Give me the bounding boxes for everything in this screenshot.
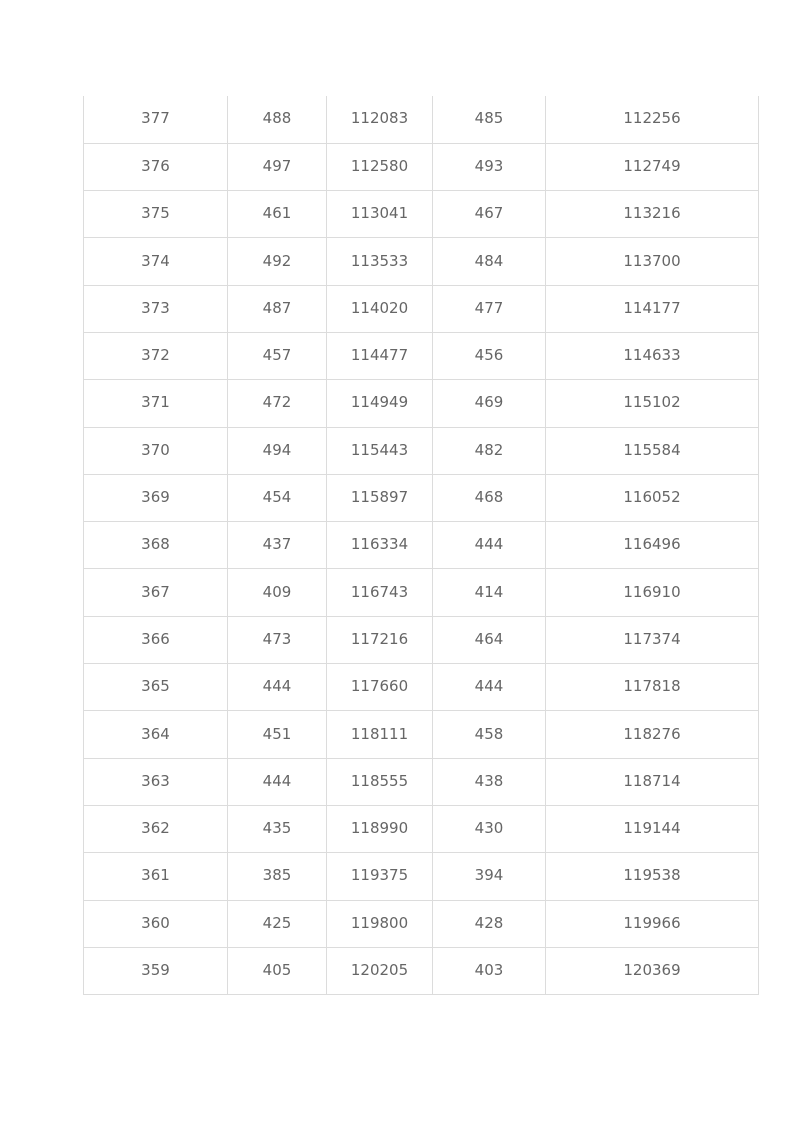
table-cell (84, 474, 228, 521)
table-row (84, 238, 759, 285)
cell-value: 469 (474, 393, 504, 412)
cell-value: 116910 (623, 582, 681, 601)
cell-value: 468 (474, 488, 504, 507)
table-cell (433, 191, 546, 238)
table-cell (228, 191, 327, 238)
table-row (84, 427, 759, 474)
table-cell (327, 332, 433, 379)
table-row (84, 332, 759, 379)
table-cell (84, 522, 228, 569)
cell-value: 114177 (623, 298, 681, 317)
cell-value: 115443 (350, 440, 409, 459)
cell-value: 112580 (350, 156, 409, 175)
table-cell (546, 285, 759, 332)
cell-value: 114477 (350, 346, 409, 365)
table-cell (84, 900, 228, 947)
table-cell (433, 332, 546, 379)
table-cell (327, 191, 433, 238)
cell-value: 485 (474, 109, 504, 128)
table-cell (84, 285, 228, 332)
table-row (84, 522, 759, 569)
cell-value: 120369 (623, 960, 681, 979)
table-cell (327, 900, 433, 947)
cell-value: 454 (262, 488, 292, 507)
table-cell (546, 332, 759, 379)
cell-value: 494 (262, 440, 292, 459)
table-cell (433, 616, 546, 663)
table-cell (84, 96, 228, 143)
cell-value: 116052 (623, 488, 681, 507)
table-cell (228, 238, 327, 285)
cell-value: 376 (141, 156, 170, 175)
table-cell (546, 616, 759, 663)
cell-value: 363 (141, 771, 170, 790)
cell-value: 115897 (350, 488, 409, 507)
cell-value: 488 (262, 109, 292, 128)
table-cell (546, 380, 759, 427)
table-cell (228, 805, 327, 852)
cell-value: 461 (262, 204, 292, 223)
table-cell (327, 96, 433, 143)
table-cell (84, 616, 228, 663)
cell-value: 456 (474, 346, 504, 365)
table-cell (228, 143, 327, 190)
cell-value: 438 (474, 771, 504, 790)
table-row (84, 380, 759, 427)
cell-value: 458 (474, 724, 504, 743)
table-cell (546, 569, 759, 616)
cell-value: 118714 (623, 771, 681, 790)
cell-value: 119966 (623, 913, 681, 932)
table-cell (327, 805, 433, 852)
table-cell (546, 96, 759, 143)
table-cell (327, 664, 433, 711)
table-row (84, 569, 759, 616)
cell-value: 374 (141, 251, 170, 270)
cell-value: 394 (474, 866, 504, 885)
table-cell (84, 191, 228, 238)
table-cell (433, 522, 546, 569)
table-cell (546, 474, 759, 521)
cell-value: 113041 (350, 204, 409, 223)
table-cell (433, 427, 546, 474)
table-cell (327, 711, 433, 758)
table-cell (228, 522, 327, 569)
table-row (84, 616, 759, 663)
cell-value: 118555 (350, 771, 409, 790)
table-cell (228, 664, 327, 711)
cell-value: 117660 (350, 677, 409, 696)
cell-value: 457 (262, 346, 292, 365)
cell-value: 370 (141, 440, 170, 459)
table-cell (327, 616, 433, 663)
table-cell (546, 238, 759, 285)
table-row (84, 853, 759, 900)
table-row (84, 900, 759, 947)
table-cell (433, 711, 546, 758)
table-cell (228, 332, 327, 379)
cell-value: 114020 (350, 298, 409, 317)
cell-value: 367 (141, 582, 170, 601)
table-row (84, 805, 759, 852)
cell-value: 116334 (350, 535, 409, 554)
table-cell (433, 96, 546, 143)
cell-value: 115102 (623, 393, 681, 412)
cell-value: 118990 (350, 819, 409, 838)
cell-value: 366 (141, 629, 170, 648)
cell-value: 113216 (623, 204, 681, 223)
cell-value: 444 (474, 535, 504, 554)
table-cell (327, 238, 433, 285)
cell-value: 403 (474, 960, 504, 979)
cell-value: 372 (141, 346, 170, 365)
cell-value: 375 (141, 204, 170, 223)
table-cell (546, 427, 759, 474)
cell-value: 369 (141, 488, 170, 507)
table-cell (228, 380, 327, 427)
table-row (84, 285, 759, 332)
table-cell (84, 238, 228, 285)
cell-value: 497 (262, 156, 292, 175)
score-table (83, 96, 759, 995)
cell-value: 359 (141, 960, 170, 979)
cell-value: 116743 (350, 582, 409, 601)
cell-value: 119144 (623, 819, 681, 838)
cell-value: 492 (262, 251, 292, 270)
table-cell (546, 522, 759, 569)
table-cell (433, 758, 546, 805)
table-cell (84, 853, 228, 900)
table-cell (228, 853, 327, 900)
cell-value: 113700 (623, 251, 681, 270)
cell-value: 428 (474, 913, 504, 932)
table-cell (433, 664, 546, 711)
cell-value: 444 (474, 677, 504, 696)
table-body (84, 96, 759, 995)
cell-value: 117818 (623, 677, 681, 696)
table-cell (327, 522, 433, 569)
table-cell (327, 380, 433, 427)
cell-value: 364 (141, 724, 170, 743)
table-cell (228, 96, 327, 143)
table-cell (84, 569, 228, 616)
cell-value: 435 (262, 819, 292, 838)
table-cell (327, 947, 433, 994)
cell-value: 365 (141, 677, 170, 696)
cell-value: 368 (141, 535, 170, 554)
table-cell (546, 853, 759, 900)
table-row (84, 191, 759, 238)
table-cell (228, 900, 327, 947)
table-cell (84, 380, 228, 427)
cell-value: 117216 (350, 629, 409, 648)
table-cell (327, 569, 433, 616)
table-cell (327, 143, 433, 190)
table-cell (228, 569, 327, 616)
cell-value: 373 (141, 298, 170, 317)
table-cell (84, 427, 228, 474)
table-row (84, 96, 759, 143)
table-cell (84, 947, 228, 994)
table-cell (433, 853, 546, 900)
cell-value: 362 (141, 819, 170, 838)
cell-value: 444 (262, 771, 292, 790)
table-cell (546, 191, 759, 238)
table-cell (433, 805, 546, 852)
table-cell (84, 711, 228, 758)
cell-value: 114633 (623, 346, 681, 365)
cell-value: 473 (262, 629, 292, 648)
table-cell (84, 332, 228, 379)
score-table-container (83, 96, 758, 995)
cell-value: 112749 (623, 156, 681, 175)
table-row (84, 711, 759, 758)
table-row (84, 474, 759, 521)
table-cell (546, 947, 759, 994)
cell-value: 115584 (623, 440, 681, 459)
cell-value: 116496 (623, 535, 681, 554)
cell-value: 114949 (350, 393, 409, 412)
cell-value: 371 (141, 393, 170, 412)
table-cell (84, 143, 228, 190)
table-cell (433, 380, 546, 427)
cell-value: 405 (262, 960, 292, 979)
cell-value: 477 (474, 298, 504, 317)
table-cell (327, 427, 433, 474)
table-cell (433, 569, 546, 616)
table-cell (327, 853, 433, 900)
table-cell (228, 285, 327, 332)
cell-value: 430 (474, 819, 504, 838)
table-cell (546, 900, 759, 947)
table-cell (546, 805, 759, 852)
table-cell (228, 474, 327, 521)
cell-value: 361 (141, 866, 170, 885)
cell-value: 360 (141, 913, 170, 932)
table-row (84, 947, 759, 994)
cell-value: 119800 (350, 913, 409, 932)
table-cell (546, 758, 759, 805)
table-cell (84, 664, 228, 711)
cell-value: 119538 (623, 866, 681, 885)
table-row (84, 664, 759, 711)
cell-value: 487 (262, 298, 292, 317)
table-cell (228, 711, 327, 758)
cell-value: 377 (141, 109, 170, 128)
table-row (84, 758, 759, 805)
table-cell (228, 758, 327, 805)
cell-value: 444 (262, 677, 292, 696)
cell-value: 119375 (350, 866, 409, 885)
cell-value: 112256 (623, 109, 681, 128)
cell-value: 484 (474, 251, 504, 270)
cell-value: 385 (262, 866, 292, 885)
cell-value: 112083 (350, 109, 409, 128)
table-cell (433, 238, 546, 285)
table-cell (327, 474, 433, 521)
cell-value: 467 (474, 204, 504, 223)
cell-value: 113533 (350, 251, 409, 270)
table-cell (546, 711, 759, 758)
cell-value: 493 (474, 156, 504, 175)
table-cell (327, 285, 433, 332)
cell-value: 472 (262, 393, 292, 412)
cell-value: 117374 (623, 629, 681, 648)
cell-value: 464 (474, 629, 504, 648)
cell-value: 425 (262, 913, 292, 932)
table-cell (228, 947, 327, 994)
table-cell (546, 664, 759, 711)
table-cell (433, 285, 546, 332)
table-cell (433, 474, 546, 521)
table-cell (546, 143, 759, 190)
cell-value: 409 (262, 582, 292, 601)
table-cell (327, 758, 433, 805)
cell-value: 437 (262, 535, 292, 554)
cell-value: 118276 (623, 724, 681, 743)
table-cell (228, 427, 327, 474)
table-cell (433, 947, 546, 994)
cell-value: 120205 (350, 960, 409, 979)
table-cell (84, 805, 228, 852)
table-cell (228, 616, 327, 663)
cell-value: 414 (474, 582, 504, 601)
cell-value: 482 (474, 440, 504, 459)
cell-value: 451 (262, 724, 292, 743)
table-cell (84, 758, 228, 805)
table-row (84, 143, 759, 190)
table-cell (433, 900, 546, 947)
cell-value: 118111 (350, 724, 409, 743)
table-cell (433, 143, 546, 190)
